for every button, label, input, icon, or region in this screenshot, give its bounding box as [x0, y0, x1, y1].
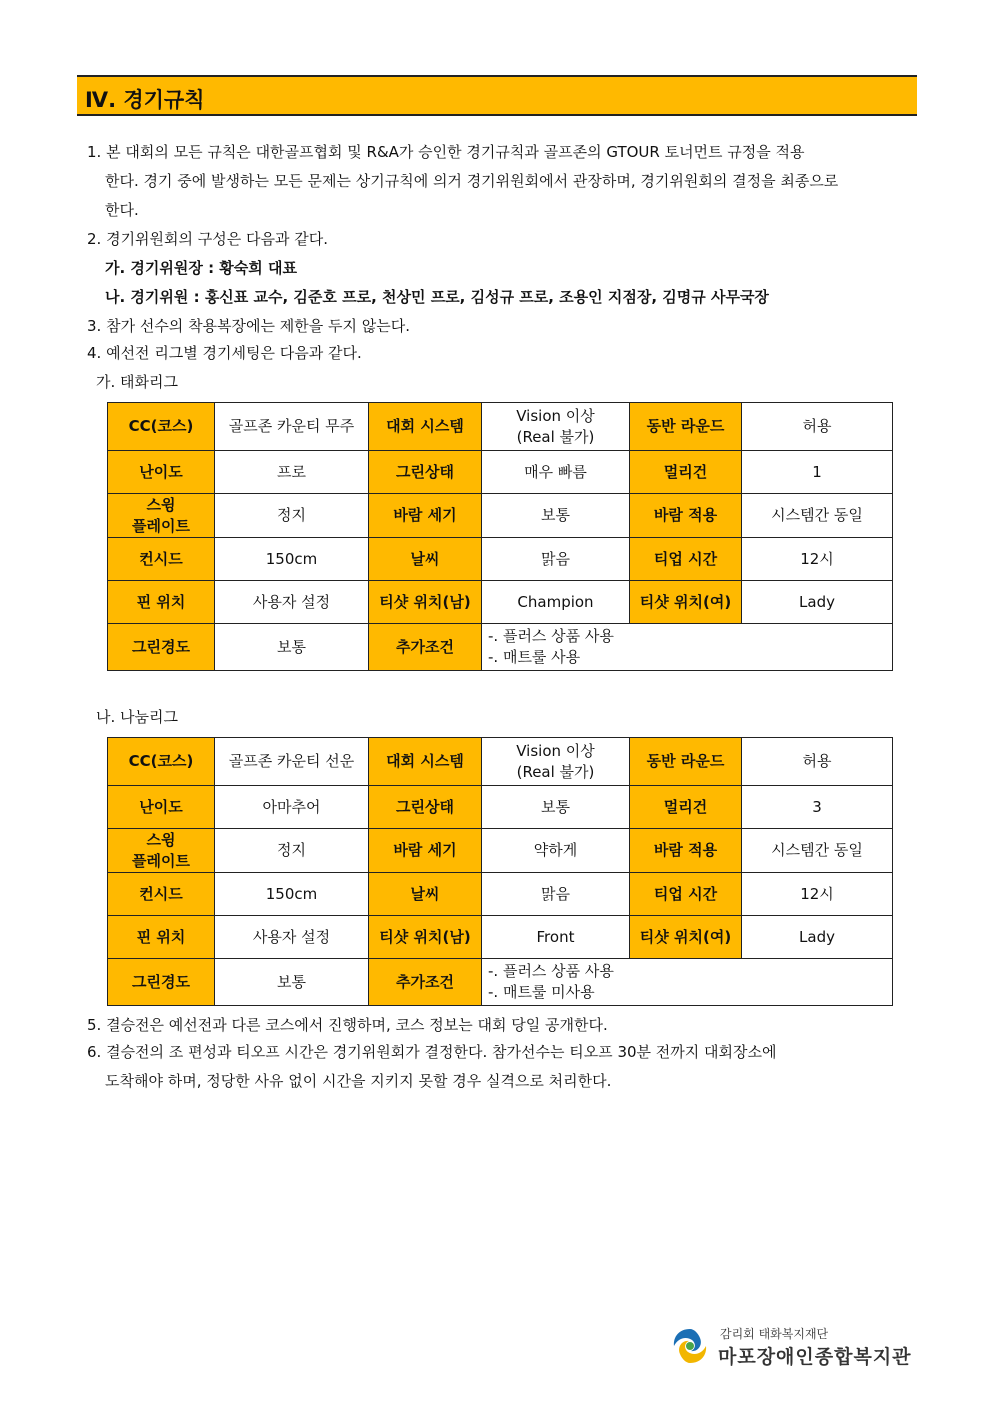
green-label: 그린상태: [369, 451, 482, 494]
mulligan-value: 3: [742, 786, 893, 829]
rule-5: [87, 1011, 922, 1040]
mulligan-value: 1: [742, 451, 893, 494]
system-value-line-2: (Real 불가): [516, 762, 595, 781]
rule-2: [87, 225, 922, 312]
system-value: [482, 403, 630, 451]
difficulty-label: 난이도: [108, 451, 215, 494]
extra-value: [482, 624, 893, 671]
teeup-value: 12시: [742, 538, 893, 581]
teeup-value: 12시: [742, 873, 893, 916]
rule-4-line: 4. 예선전 리그별 경기세팅은 다음과 같다.: [87, 344, 362, 362]
difficulty-value: 아마추어: [215, 786, 369, 829]
committee-chair: 가. 경기위원장 : 황숙희 대표: [105, 259, 297, 277]
system-label: 대회 시스템: [369, 403, 482, 451]
system-value-line-1: Vision 이상: [516, 406, 595, 425]
org-subtitle: 감리회 태화복지재단: [720, 1327, 829, 1341]
wind-apply-value: 시스템간 동일: [742, 829, 893, 873]
table-row: [108, 451, 893, 494]
teeup-label: 티업 시간: [630, 538, 742, 581]
extra-item-1: -. 플러스 상품 사용: [488, 962, 614, 980]
extra-item-2: -. 매트룰 사용: [488, 648, 581, 666]
swing-plate-label: [108, 829, 215, 873]
wind-apply-label: 바람 적용: [630, 494, 742, 538]
swirl-logo-icon: [670, 1326, 710, 1366]
cc-value: 골프존 카운티 선운: [215, 738, 369, 786]
tee-female-label: 티샷 위치(여): [630, 916, 742, 959]
companion-value: 허용: [742, 403, 893, 451]
concede-value: 150cm: [215, 538, 369, 581]
extra-value: [482, 959, 893, 1006]
weather-value: 맑음: [482, 538, 630, 581]
pin-label: 핀 위치: [108, 581, 215, 624]
rule-1-line-3: 한다.: [105, 201, 139, 219]
cc-value: 골프존 카운티 무주: [215, 403, 369, 451]
wind-value: 보통: [482, 494, 630, 538]
rule-1: [87, 138, 922, 225]
tee-male-label: 티샷 위치(남): [369, 916, 482, 959]
tee-male-label: 티샷 위치(남): [369, 581, 482, 624]
difficulty-label: 난이도: [108, 786, 215, 829]
weather-label: 날씨: [369, 873, 482, 916]
wind-value: 약하게: [482, 829, 630, 873]
extra-item-1: -. 플러스 상품 사용: [488, 627, 614, 645]
cc-label: CC(코스): [108, 738, 215, 786]
companion-value: 허용: [742, 738, 893, 786]
concede-label: 컨시드: [108, 873, 215, 916]
swing-plate-label-line-2: 플레이트: [132, 516, 190, 535]
table-row: [108, 829, 893, 873]
wind-apply-value: 시스템간 동일: [742, 494, 893, 538]
tee-female-label: 티샷 위치(여): [630, 581, 742, 624]
mulligan-label: 멀리건: [630, 451, 742, 494]
table-row: [108, 916, 893, 959]
mulligan-label: 멀리건: [630, 786, 742, 829]
swing-plate-value: 정지: [215, 494, 369, 538]
wind-label: 바람 세기: [369, 494, 482, 538]
system-value-line-1: Vision 이상: [516, 741, 595, 760]
hardness-label: 그린경도: [108, 959, 215, 1006]
rule-3-line: 3. 참가 선수의 착용복장에는 제한을 두지 않는다.: [87, 317, 410, 335]
rule-6: [87, 1038, 922, 1096]
table-row: [108, 738, 893, 786]
pin-label: 핀 위치: [108, 916, 215, 959]
weather-value: 맑음: [482, 873, 630, 916]
system-value-line-2: (Real 불가): [516, 427, 595, 446]
system-label: 대회 시스템: [369, 738, 482, 786]
section-header: [77, 75, 917, 116]
table-row: [108, 538, 893, 581]
org-name: 마포장애인종합복지관: [718, 1346, 912, 1368]
companion-label: 동반 라운드: [630, 403, 742, 451]
rule-4: [87, 339, 922, 368]
league-a-settings-table: [107, 402, 893, 671]
pin-value: 사용자 설정: [215, 916, 369, 959]
table-row: [108, 624, 893, 671]
section-title: Ⅳ. 경기규칙: [85, 88, 205, 112]
concede-label: 컨시드: [108, 538, 215, 581]
tee-female-value: Lady: [742, 581, 893, 624]
extra-label: 추가조건: [369, 624, 482, 671]
wind-label: 바람 세기: [369, 829, 482, 873]
wind-apply-label: 바람 적용: [630, 829, 742, 873]
cc-label: CC(코스): [108, 403, 215, 451]
rule-1-line-2: 한다. 경기 중에 발생하는 모든 문제는 상기규칙에 의거 경기위원회에서 관장하며, 경기위원회의 결정을 최종으로: [105, 172, 839, 190]
pin-value: 사용자 설정: [215, 581, 369, 624]
table-row: [108, 959, 893, 1006]
table-row: [108, 494, 893, 538]
rule-6-line-2: 도착해야 하며, 정당한 사유 없이 시간을 지키지 못할 경우 실격으로 처리한다.: [105, 1072, 612, 1090]
swing-plate-value: 정지: [215, 829, 369, 873]
committee-members: 나. 경기위원 : 홍신표 교수, 김준호 프로, 천상민 프로, 김성규 프로, 조용인 지점장, 김명규 사무국장: [105, 288, 769, 306]
green-value: 보통: [482, 786, 630, 829]
table-row: [108, 786, 893, 829]
footer-logo: [670, 1322, 925, 1372]
system-value: [482, 738, 630, 786]
concede-value: 150cm: [215, 873, 369, 916]
difficulty-value: 프로: [215, 451, 369, 494]
swing-plate-label-line-1: 스윙: [146, 495, 176, 514]
league-b-title: 나. 나눔리그: [96, 708, 178, 726]
hardness-value: 보통: [215, 959, 369, 1006]
hardness-label: 그린경도: [108, 624, 215, 671]
swing-plate-label: [108, 494, 215, 538]
tee-male-value: Champion: [482, 581, 630, 624]
table-row: [108, 873, 893, 916]
table-row: [108, 581, 893, 624]
companion-label: 동반 라운드: [630, 738, 742, 786]
green-label: 그린상태: [369, 786, 482, 829]
rule-3: [87, 312, 922, 341]
league-a-title: 가. 태화리그: [96, 373, 178, 391]
extra-item-2: -. 매트룰 미사용: [488, 983, 595, 1001]
tee-male-value: Front: [482, 916, 630, 959]
hardness-value: 보통: [215, 624, 369, 671]
tee-female-value: Lady: [742, 916, 893, 959]
league-b-settings-table: [107, 737, 893, 1006]
rule-1-line-1: 1. 본 대회의 모든 규칙은 대한골프협회 및 R&A가 승인한 경기규칙과 골프존의 GTOUR 토너먼트 규정을 적용: [87, 143, 805, 161]
weather-label: 날씨: [369, 538, 482, 581]
swing-plate-label-line-2: 플레이트: [132, 851, 190, 870]
teeup-label: 티업 시간: [630, 873, 742, 916]
rule-6-line-1: 6. 결승전의 조 편성과 티오프 시간은 경기위원회가 결정한다. 참가선수는 티오프 30분 전까지 대회장소에: [87, 1043, 777, 1061]
extra-label: 추가조건: [369, 959, 482, 1006]
rule-2-line-1: 2. 경기위원회의 구성은 다음과 같다.: [87, 230, 329, 248]
rule-5-line: 5. 결승전은 예선전과 다른 코스에서 진행하며, 코스 정보는 대회 당일 공개한다.: [87, 1016, 608, 1034]
green-value: 매우 빠름: [482, 451, 630, 494]
table-row: [108, 403, 893, 451]
swing-plate-label-line-1: 스윙: [146, 830, 176, 849]
